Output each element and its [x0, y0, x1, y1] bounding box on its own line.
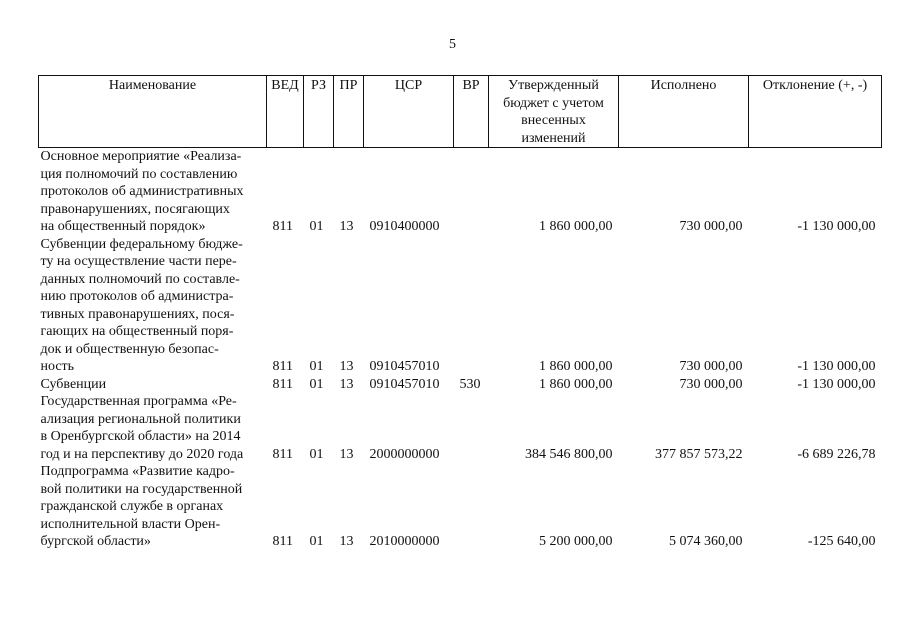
header-pr: ПР [334, 76, 364, 148]
name-line: ту на осуществление части пере- [40, 254, 237, 269]
cell-approved: 1 860 000,00 [539, 219, 613, 234]
cell-pr: 13 [339, 219, 354, 234]
name-line: данных полномочий по составле- [40, 271, 240, 287]
cell-executed: 730 000,00 [679, 376, 743, 392]
cell-name [39, 236, 267, 376]
cell-csr: 0910457010 [369, 376, 440, 392]
table-header [39, 76, 882, 148]
name-line: бургской области» [40, 534, 151, 549]
cell-deviation: -1 130 000,00 [797, 359, 876, 374]
page-number: 5 [449, 37, 456, 52]
cell-approved: 1 860 000,00 [539, 376, 613, 392]
table-row [39, 376, 882, 394]
header-deviation: Отклонение (+, -) [749, 76, 882, 148]
cell-vr: 530 [459, 376, 481, 392]
name-line: протоколов об административных [40, 184, 244, 199]
name-line: ализация региональной политики [40, 411, 241, 427]
table-row [39, 393, 882, 463]
name-line: Подпрограмма «Развитие кадро- [40, 464, 235, 479]
cell-csr: 0910400000 [369, 219, 440, 234]
cell-ved: 811 [272, 219, 293, 234]
cell-name [39, 376, 267, 394]
cell-executed: 5 074 360,00 [669, 534, 743, 549]
cell-rz: 01 [309, 534, 324, 549]
cell-approved: 1 860 000,00 [539, 359, 613, 374]
table-body [39, 148, 882, 551]
header-ved: ВЕД [267, 76, 304, 148]
cell-approved: 5 200 000,00 [539, 534, 613, 549]
cell-approved: 384 546 800,00 [525, 446, 613, 462]
name-line: год и на перспективу до 2020 года [40, 446, 244, 462]
cell-executed: 730 000,00 [679, 219, 743, 234]
name-line: в Оренбургской области» на 2014 [40, 429, 241, 444]
cell-ved: 811 [272, 359, 293, 374]
cell-vr [454, 463, 489, 551]
cell-ved: 811 [272, 446, 293, 462]
cell-rz: 01 [309, 376, 324, 392]
cell-rz: 01 [309, 446, 324, 462]
cell-rz: 01 [309, 219, 324, 234]
cell-pr: 13 [339, 534, 354, 549]
cell-name [39, 393, 267, 463]
cell-deviation: -1 130 000,00 [797, 376, 876, 392]
name-line: гающих на общественный поря- [40, 324, 234, 339]
name-line: док и общественную безопас- [40, 341, 219, 357]
table-row [39, 236, 882, 376]
cell-name [39, 463, 267, 551]
name-line: на общественный порядок» [40, 219, 206, 234]
cell-ved: 811 [272, 376, 293, 392]
table-row [39, 148, 882, 236]
name-line: ность [40, 359, 75, 374]
cell-name [39, 148, 267, 236]
cell-vr [454, 236, 489, 376]
budget-execution-table [38, 75, 882, 551]
name-line: правонарушениях, посягающих [40, 201, 230, 217]
name-line: Основное мероприятие «Реализа- [40, 149, 242, 164]
cell-ved: 811 [272, 534, 293, 549]
name-line: нию протоколов об администра- [40, 289, 234, 304]
cell-pr: 13 [339, 359, 354, 374]
cell-csr: 0910457010 [369, 359, 440, 374]
cell-deviation: -125 640,00 [807, 534, 876, 549]
cell-deviation: -6 689 226,78 [797, 446, 876, 462]
cell-rz: 01 [309, 359, 324, 374]
name-line: исполнительной власти Орен- [40, 516, 221, 532]
name-line: тивных правонарушениях, пося- [40, 306, 235, 322]
cell-vr [454, 148, 489, 236]
name-line: гражданской службе в органах [40, 499, 224, 514]
name-line: ция полномочий по составлению [40, 166, 238, 182]
header-csr: ЦСР [364, 76, 454, 148]
header-executed: Исполнено [619, 76, 749, 148]
cell-csr: 2010000000 [369, 534, 440, 549]
cell-csr: 2000000000 [369, 446, 440, 462]
cell-executed: 377 857 573,22 [655, 446, 743, 462]
cell-deviation: -1 130 000,00 [797, 219, 876, 234]
name-line: Субвенции федеральному бюдже- [40, 236, 243, 252]
header-name: Наименование [39, 76, 267, 148]
cell-pr: 13 [339, 446, 354, 462]
table-row [39, 463, 882, 551]
name-line: Субвенции [40, 376, 107, 392]
cell-executed: 730 000,00 [679, 359, 743, 374]
header-vr: ВР [454, 76, 489, 148]
header-approved: Утвержденный бюджет с учетом внесенных изменений [489, 76, 619, 148]
name-line: Государственная программа «Ре- [40, 394, 237, 409]
cell-vr [454, 393, 489, 463]
cell-pr: 13 [339, 376, 354, 392]
name-line: вой политики на государственной [40, 481, 243, 497]
header-rz: РЗ [304, 76, 334, 148]
